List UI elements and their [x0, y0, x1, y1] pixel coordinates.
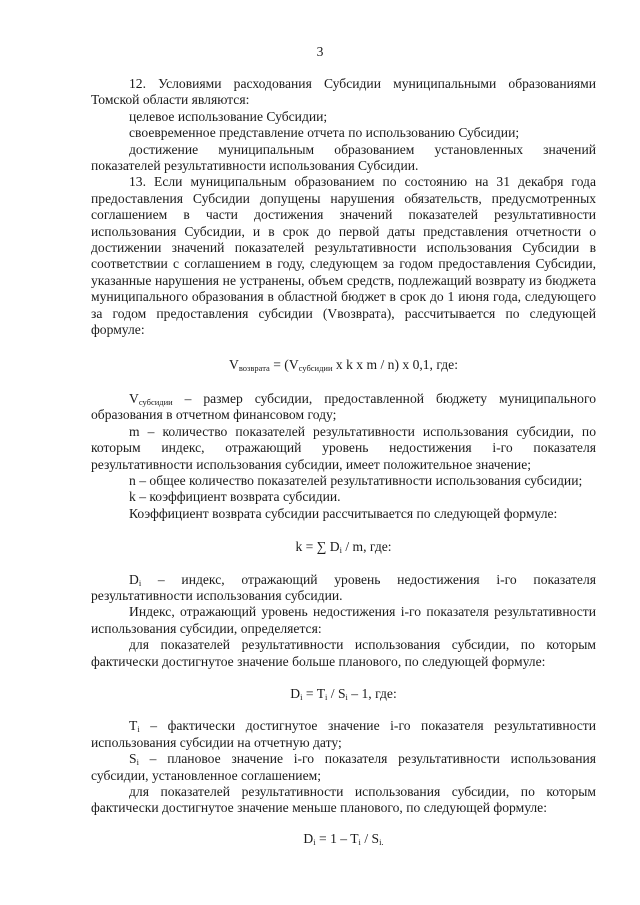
formula-index-below: $D_i = 1 - T_i / S_{i.}$: [303, 830, 384, 847]
condition-timely-report: своевременное представление отчета по использованию Субсидии;: [129, 125, 520, 141]
index-intro: Индекс, отражающий уровень недостижения i-го показателя результативности использования субсидии, определяется:: [91, 604, 596, 636]
formula-index-above: $D_i = T_i / S_i - 1$, где:: [290, 686, 397, 702]
formula-refund: $V_{возврата} = (V_{субсидии}$ x k x m / n) x 0,1, где:: [229, 356, 458, 373]
case-above-plan-intro: для показателей результативности использования субсидии, по которым фактически достигнутое значение больше планового, по следующей формуле:: [91, 637, 596, 669]
case-below-plan-intro: для показателей результативности использования субсидии, по которым фактически достигнутое значение меньше планового, по следующей формуле:: [91, 784, 596, 816]
formula-coefficient: k = ∑ $D_i$ / m, где:: [295, 539, 392, 556]
paragraph-12: 12. Условиями расходования Субсидии муниципальными образованиями Томской области являются:: [91, 76, 596, 108]
definition-k: k – коэффициент возврата субсидии.: [129, 489, 341, 505]
condition-target-use: целевое использование Субсидии;: [129, 108, 328, 124]
coefficient-intro: Коэффициент возврата субсидии рассчитывается по следующей формуле:: [129, 505, 558, 521]
definition-n: n – общее количество показателей результативности использования субсидии;: [129, 472, 583, 488]
page-number: 3: [316, 44, 324, 59]
definition-ti: $T_i$ – фактически достигнутое значение i-го показателя результативности использования субсидии на отчетную дату;: [91, 718, 596, 750]
condition-achievement: достижение муниципальным образованием установленных значений показателей результативности использования Субсидии.: [91, 141, 596, 174]
paragraph-13: 13. Если муниципальным образованием по состоянию на 31 декабря года предоставления Субсидии допущены нарушения обязательств, предусмотренных соглашением в части достижения значений показателей результативности использования Субсидии, и в срок до первой даты представления отчетности о достижении значений показателей результативности использования Субсидии в соответствии с соглашением в году, следующем за годом предоставления Субсидии, указанные нарушения не устранены, объем средств, подлежащий возврату из бюджета муниципального образования в областной бюджет в срок до 1 июня года, следующего за годом предоставления субсидии (Vвозврата), рассчитывается по следующей формуле:: [91, 174, 596, 338]
definition-di: $D_i$ – индекс, отражающий уровень недостижения i-го показателя результативности использования субсидии.: [91, 571, 596, 603]
definition-v-subsidy: $V_{субсидии}$ – размер субсидии, предоставленной бюджету муниципального образования в отчетном финансовом году;: [91, 390, 596, 423]
definition-m: m – количество показателей результативности использования субсидии, по которым индекс, отражающий уровень недостижения i-го показателя результативности использования субсидии, имеет положительное значение;: [91, 423, 596, 472]
definition-si: $S_i$ – плановое значение i-го показателя результативности использования субсидии, установленное соглашением;: [91, 751, 596, 783]
document-body: [91, 76, 596, 847]
